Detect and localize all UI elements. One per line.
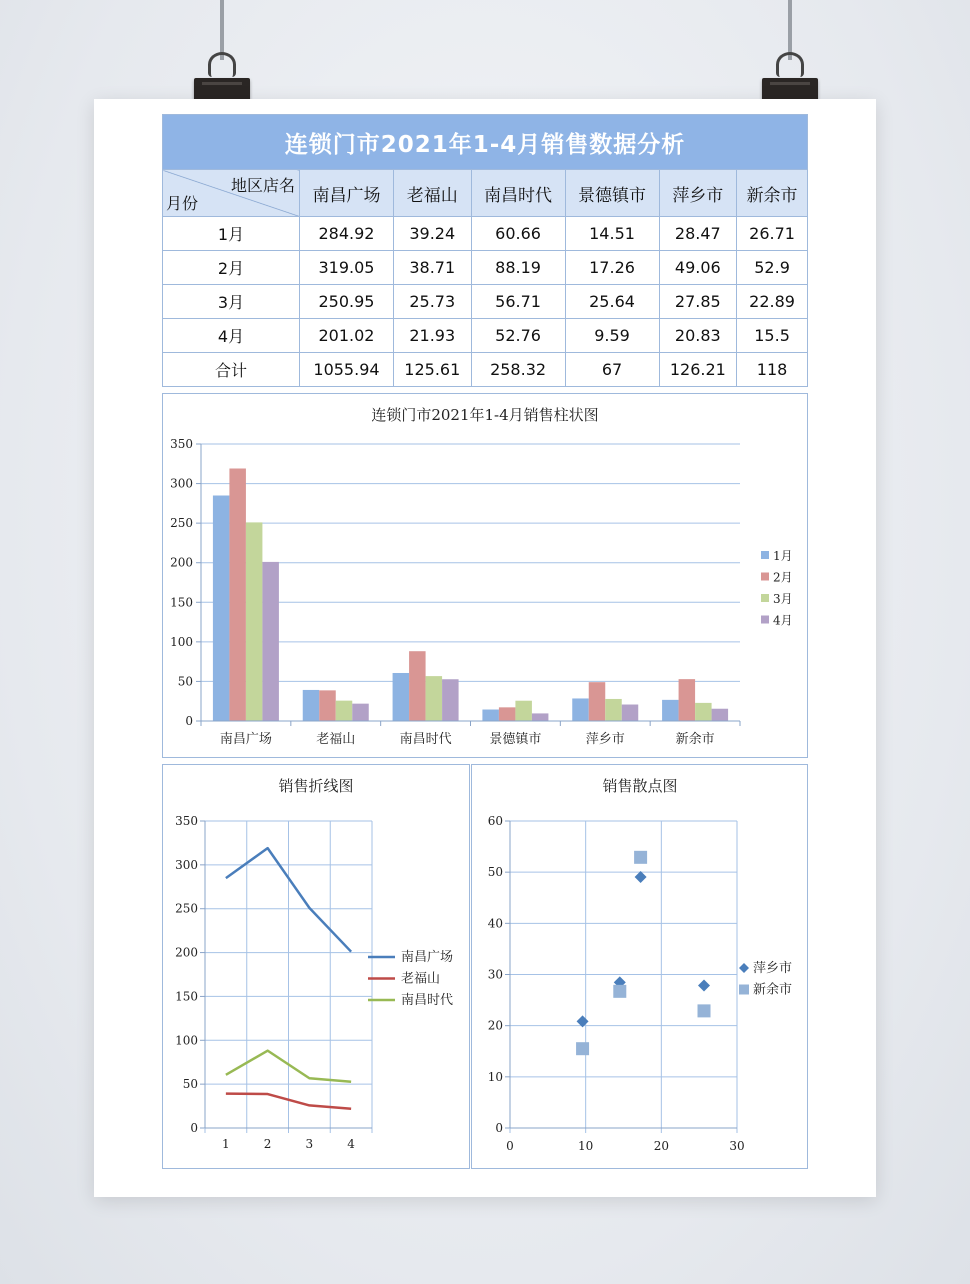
x-tick-label: 30 xyxy=(729,1139,745,1153)
y-tick-label: 100 xyxy=(170,634,193,649)
table-cell: 27.85 xyxy=(659,285,737,319)
bar xyxy=(229,468,246,721)
table-cell: 20.83 xyxy=(659,319,737,353)
row-label: 合计 xyxy=(163,353,300,387)
corner-top-label: 地区店名 xyxy=(230,176,295,195)
y-tick-label: 200 xyxy=(170,555,193,570)
table-cell: 28.47 xyxy=(659,217,737,251)
x-tick-label: 萍乡市 xyxy=(585,732,625,747)
table-title: 连锁门市2021年1-4月销售数据分析 xyxy=(163,115,808,170)
bar xyxy=(622,705,639,721)
legend-swatch xyxy=(761,551,769,559)
table-cell: 21.93 xyxy=(393,319,471,353)
bar xyxy=(695,703,712,721)
table-cell: 25.73 xyxy=(393,285,471,319)
table-cell: 67 xyxy=(565,353,659,387)
table-cell: 284.92 xyxy=(300,217,394,251)
table-cell: 52.76 xyxy=(471,319,565,353)
data-point xyxy=(613,985,626,998)
table-cell: 319.05 xyxy=(300,251,394,285)
legend-swatch xyxy=(761,616,769,624)
bar xyxy=(499,707,515,721)
y-tick-label: 40 xyxy=(487,916,503,931)
chart-title: 销售折线图 xyxy=(278,777,354,795)
x-tick-label: 0 xyxy=(506,1139,514,1153)
bar xyxy=(532,713,549,721)
y-tick-label: 250 xyxy=(175,901,198,916)
line-chart-panel xyxy=(162,764,470,1169)
y-tick-label: 20 xyxy=(487,1018,503,1033)
x-tick-label: 南昌时代 xyxy=(399,732,452,747)
data-point xyxy=(698,1004,711,1017)
legend-label: 南昌时代 xyxy=(401,993,454,1008)
table-cell: 258.32 xyxy=(471,353,565,387)
column-header: 新余市 xyxy=(737,170,808,217)
x-tick-label: 20 xyxy=(653,1139,669,1153)
bar xyxy=(442,679,459,721)
legend-label: 3月 xyxy=(773,592,793,606)
corner-header xyxy=(163,170,300,217)
chart-title: 连锁门市2021年1-4月销售柱状图 xyxy=(371,406,599,424)
column-header: 老福山 xyxy=(393,170,471,217)
bar xyxy=(515,701,532,721)
chart-title: 销售散点图 xyxy=(602,777,678,795)
column-header: 景德镇市 xyxy=(565,170,659,217)
y-tick-label: 300 xyxy=(170,476,193,491)
table-cell: 22.89 xyxy=(737,285,808,319)
data-point xyxy=(698,980,710,992)
bar xyxy=(352,704,369,721)
bar-chart-panel xyxy=(162,393,808,758)
legend-swatch xyxy=(739,963,749,973)
table-row xyxy=(163,319,808,353)
table-cell: 39.24 xyxy=(393,217,471,251)
y-tick-label: 0 xyxy=(495,1121,503,1135)
legend-label: 4月 xyxy=(773,613,793,628)
legend-label: 1月 xyxy=(773,549,793,563)
scatter-chart-panel xyxy=(471,764,808,1169)
bar xyxy=(662,700,679,721)
bar xyxy=(303,690,320,721)
table-cell: 17.26 xyxy=(565,251,659,285)
legend-label: 萍乡市 xyxy=(753,961,793,976)
bar xyxy=(319,690,336,721)
bar xyxy=(605,699,622,721)
y-tick-label: 350 xyxy=(175,814,198,828)
clip-wire-left xyxy=(208,52,236,77)
row-label: 4月 xyxy=(163,319,300,353)
bar-chart xyxy=(163,394,807,757)
legend-label: 南昌广场 xyxy=(401,950,454,965)
table-cell: 88.19 xyxy=(471,251,565,285)
row-label: 3月 xyxy=(163,285,300,319)
table-row xyxy=(163,285,808,319)
legend-swatch xyxy=(761,573,769,581)
bar xyxy=(712,709,729,721)
y-tick-label: 200 xyxy=(175,945,198,960)
y-tick-label: 30 xyxy=(487,967,503,982)
y-tick-label: 50 xyxy=(182,1077,198,1092)
table-cell: 118 xyxy=(737,353,808,387)
sales-table xyxy=(162,114,808,387)
table-cell: 126.21 xyxy=(659,353,737,387)
legend-swatch xyxy=(761,594,769,602)
table-row xyxy=(163,353,808,387)
y-tick-label: 0 xyxy=(190,1121,198,1135)
x-tick-label: 2 xyxy=(263,1137,272,1151)
data-point xyxy=(576,1042,589,1055)
bar xyxy=(679,679,696,721)
x-tick-label: 南昌广场 xyxy=(219,732,272,747)
table-cell: 14.51 xyxy=(565,217,659,251)
table-cell: 60.66 xyxy=(471,217,565,251)
table-cell: 49.06 xyxy=(659,251,737,285)
y-tick-label: 250 xyxy=(170,516,193,531)
column-header: 南昌时代 xyxy=(471,170,565,217)
bar xyxy=(426,676,443,721)
table-row xyxy=(163,251,808,285)
y-tick-label: 150 xyxy=(175,989,198,1004)
bar xyxy=(393,673,410,721)
table-cell: 26.71 xyxy=(737,217,808,251)
table-cell: 250.95 xyxy=(300,285,394,319)
hanging-strip-right xyxy=(788,0,792,60)
x-tick-label: 景德镇市 xyxy=(489,732,542,747)
bar xyxy=(589,682,606,721)
table-cell: 9.59 xyxy=(565,319,659,353)
table-cell: 25.64 xyxy=(565,285,659,319)
column-header: 南昌广场 xyxy=(300,170,394,217)
x-tick-label: 3 xyxy=(305,1137,314,1151)
bar xyxy=(572,698,589,721)
bar xyxy=(262,562,279,721)
y-tick-label: 0 xyxy=(185,714,193,728)
x-tick-label: 1 xyxy=(222,1137,230,1151)
y-tick-label: 50 xyxy=(177,674,193,689)
hanging-strip-left xyxy=(220,0,224,60)
y-tick-label: 10 xyxy=(487,1069,503,1084)
row-label: 1月 xyxy=(163,217,300,251)
legend-label: 2月 xyxy=(773,570,793,585)
corner-bottom-label: 月份 xyxy=(166,194,199,213)
y-tick-label: 150 xyxy=(170,595,193,610)
y-tick-label: 50 xyxy=(487,865,503,880)
table-cell: 38.71 xyxy=(393,251,471,285)
bar xyxy=(482,710,499,721)
x-tick-label: 老福山 xyxy=(316,732,356,747)
legend-label: 新余市 xyxy=(753,982,793,998)
bar xyxy=(336,701,353,721)
y-tick-label: 60 xyxy=(487,814,503,828)
row-label: 2月 xyxy=(163,251,300,285)
legend-swatch xyxy=(739,985,749,995)
table-cell: 15.5 xyxy=(737,319,808,353)
table-cell: 56.71 xyxy=(471,285,565,319)
table-cell: 201.02 xyxy=(300,319,394,353)
y-tick-label: 300 xyxy=(175,857,198,872)
table-cell: 1055.94 xyxy=(300,353,394,387)
x-tick-label: 10 xyxy=(578,1139,594,1153)
x-tick-label: 新余市 xyxy=(675,732,715,747)
x-tick-label: 4 xyxy=(347,1137,355,1151)
table-cell: 52.9 xyxy=(737,251,808,285)
y-tick-label: 100 xyxy=(175,1033,198,1048)
table-row xyxy=(163,217,808,251)
data-point xyxy=(634,851,647,864)
clip-wire-right xyxy=(776,52,804,77)
y-tick-label: 350 xyxy=(170,437,193,451)
table-cell: 125.61 xyxy=(393,353,471,387)
bar xyxy=(213,496,230,721)
line-chart xyxy=(163,765,469,1168)
bar xyxy=(409,651,426,721)
column-header: 萍乡市 xyxy=(659,170,737,217)
scatter-chart xyxy=(472,765,807,1168)
bar xyxy=(246,522,263,721)
data-point xyxy=(635,871,647,883)
legend-label: 老福山 xyxy=(401,971,441,987)
